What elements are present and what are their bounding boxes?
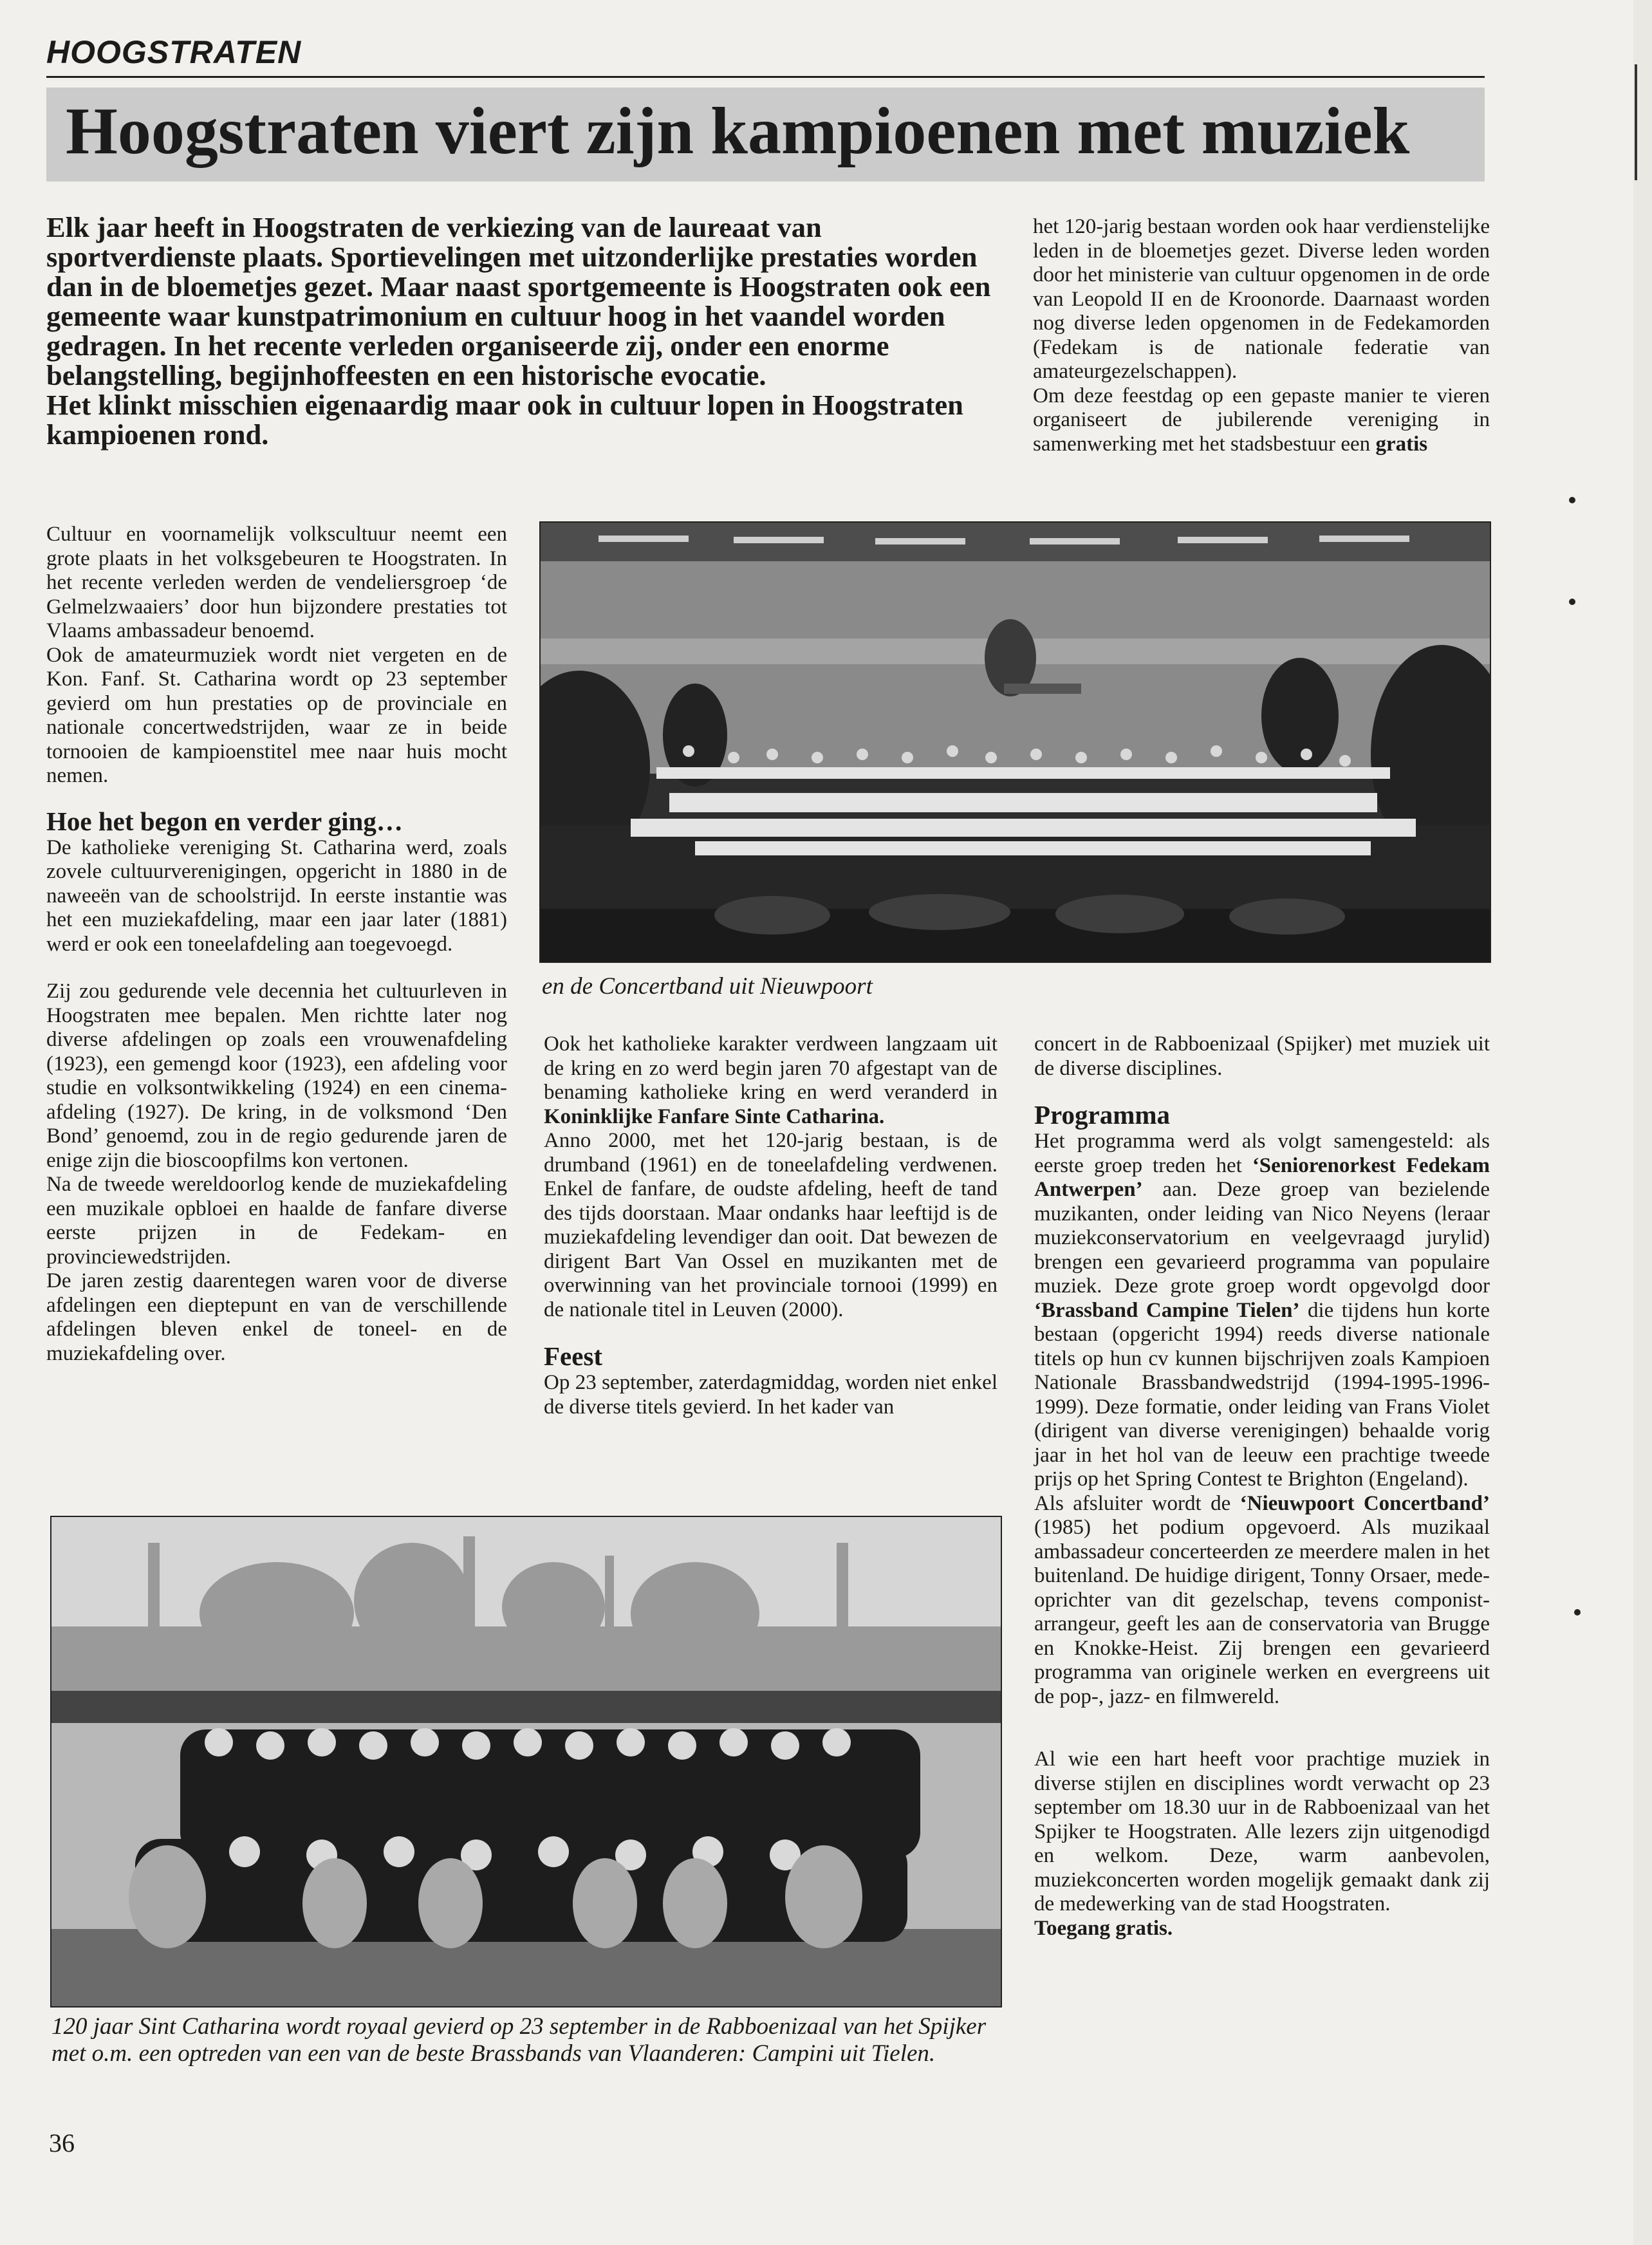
col2-heading: Feest [544,1341,603,1371]
col3-p2-a: Het programma werd als volgt samengesteld: als eerste groep treden het [1034,1130,1490,1177]
page-edge-mark [1635,64,1637,180]
concert-band-caption: en de Concertband uit Nieuwpoort [542,973,873,1000]
col3-p3-a: Als afsluiter wordt de [1034,1491,1240,1515]
col1-paragraph-4: Zij zou gedurende vele decennia het cultuurleven in Hoogstraten mee bepalen. Men richtte later nog diverse afdelingen op zoals een vrouwenafdeling (1923), een gemengd koor (1923), een afdeling voor studie en volksontwikkeling (1924) en een cinema-afdeling (1927). De kring, in de volksmond ‘Den Bond’ genoemd, zou in de regio gedurende jaren de enige zijn die bioscoopfilms kon vertonen. [46,980,507,1172]
page-edge [1633,0,1652,2245]
margin-dot [1574,1609,1581,1616]
col3-paragraph-3 [1034,1492,1490,1709]
col2-p1-text: Ook het katholieke karakter verdween langzaam uit de kring en zo werd begin jaren 70 afgestapt van de benaming katholieke kring en werd veranderd in [544,1032,998,1104]
col2-paragraph-2: Anno 2000, met het 120-jarig bestaan, is de drumband (1961) en de toneelafdeling verdwenen. Enkel de fanfare, de oudste afdeling, heeft de tand des tijds doorstaan. Maar ondanks haar leeftijd is de muziekafdeling levendiger dan ooit. Dat bewezen de dirigent Bart Van Ossel en muzikanten met de overwinning van het provinciale tornooi (1999) en de nationale titel in Leuven (2000). [544,1129,998,1321]
col3-p2-e: die tijdens hun korte bestaan (opgericht 1994) reeds diverse nationale titels op hun cv kunnen bijschrijven zoals Kampioen Nationale Brassbandwedstrijd (1994-1995-1996-1999). Deze formatie, onder leiding van Frans Violet (dirigent van diverse verenigingen) behaalde vorig jaar in het hol van de leeuw een prachtige tweede prijs op het Spring Contest te Brighton (Engeland). [1034,1298,1490,1491]
col3-paragraph-4: Al wie een hart heeft voor prachtige muziek in diverse stijlen en disciplines wordt verwacht op 23 september om 18.30 uur in de Rabboenizaal van het Spijker te Hoogstraten. Alle lezers zijn uitgenodigd en welkom. Deze, warm aanbevolen, muziekconcerten worden mogelijk gemaakt dank zij de medewerking van de stad Hoogstraten. [1034,1747,1490,1915]
top-right-p2-text: Om deze feestdag op een gepaste manier te vieren organiseert de jubilerende vereniging in samenwerking met het stadsbestuur een [1033,384,1490,456]
concert-band-photo [539,521,1491,963]
col3-p2-c: aan. Deze groep van bezielende muzikanten, onder leiding van Nico Neyens (leraar muziekconservatorium en veelgevraagd jurylid) brengen een gevarieerd programma van populaire muziek. Deze grote groep wordt opgevolgd door [1034,1178,1490,1298]
intro-paragraph-1: Elk jaar heeft in Hoogstraten de verkiezing van de laureaat van sportverdienste plaats. Sportievelingen met uitzonderlijke prestaties worden dan in de bloemetjes gezet. Maar naast sportgemeente is Hoogstraten ook een gemeente waar kunstpatrimonium en cultuur hoog in het vaandel worden gedragen. In het recente verleden organiseerde zij, onder een enorme belangstelling, begijnhoffeesten en een historische evocatie. [46,211,991,391]
brass-band-caption: 120 jaar Sint Catharina wordt royaal gevierd op 23 september in de Rabboenizaal van het Spijker met o.m. een optreden van een van de beste Brassbands van Vlaanderen: Campini uit Tielen. [51,2013,987,2067]
col3-heading: Programma [1034,1100,1171,1130]
col3-p2-b: ‘Seniorenorkest Fedekam Antwerpen’ [1034,1153,1490,1201]
col2-paragraph-1 [544,1032,998,1129]
col3-paragraph-2 [1034,1130,1490,1492]
title-band [46,88,1485,182]
concert-band-photo-image [541,523,1490,962]
brass-band-photo [50,1516,1002,2007]
top-right-p2-bold: gratis [1375,432,1428,456]
column-3 [1034,1032,1490,1941]
col3-p2-d: ‘Brassband Campine Tielen’ [1034,1298,1300,1322]
col1-paragraph-2: Ook de amateurmuziek wordt niet vergeten en de Kon. Fanf. St. Catharina wordt op 23 september gevierd om hun prestaties op de provinciale en nationale concertwedstrijden, waar ze in beide tornooien de kampioenstitel mee naar huis mocht nemen. [46,643,507,787]
top-right-column [1033,215,1490,456]
section-label: HOOGSTRATEN [46,34,302,70]
col1-paragraph-5: Na de tweede wereldoorlog kende de muziekafdeling een muzikale opbloei en haalde de fanfare diverse eerste prijzen in de Fedekam- en provinciewedstrijden. [46,1173,507,1269]
article-title: Hoogstraten viert zijn kampioenen met muziek [66,94,1410,168]
column-2 [544,1032,998,1419]
col3-paragraph-5 [1034,1917,1490,1941]
margin-dot [1569,497,1575,503]
page-number: 36 [49,2129,75,2157]
col1-paragraph-6: De jaren zestig daarentegen waren voor de diverse afdelingen een dieptepunt en van de verschillende afdelingen bleven enkel de toneel- en de muziekafdeling over. [46,1269,507,1365]
col1-paragraph-1: Cultuur en voornamelijk volkscultuur neemt een grote plaats in het volksgebeuren te Hoogstraten. In het recente verleden werden de vendeliersgroep ‘de Gelmelzwaaiers’ door hun bijzondere prestaties tot Vlaams ambassadeur benoemd. [46,523,507,642]
intro-paragraph-2: Het klinkt misschien eigenaardig maar ook in cultuur lopen in Hoogstraten kampioenen rond. [46,389,963,451]
col2-paragraph-3: Op 23 september, zaterdagmiddag, worden niet enkel de diverse titels gevierd. In het kader van [544,1371,998,1419]
col1-heading: Hoe het begon en verder ging… [46,806,403,836]
col1-paragraph-3: De katholieke vereniging St. Catharina werd, zoals zovele cultuurverenigingen, opgericht in 1880 in de naweeën van de schoolstrijd. In eerste instantie was het een muziekafdeling, maar een jaar later (1881) werd er ook een toneelafdeling aan toegevoegd. [46,835,507,956]
margin-dot [1569,599,1575,605]
top-right-paragraph-1: het 120-jarig bestaan worden ook haar verdienstelijke leden in de bloemetjes gezet. Diverse leden worden door het ministerie van cultuur opgenomen in de orde van Leopold II en de Kroonorde. Daarnaast worden nog diverse leden opgenomen in de Fedekamorden (Fedekam is de nationale federatie van amateurgezelschappen). [1033,215,1490,383]
column-1 [46,523,507,1366]
header-rule [46,76,1485,78]
col3-paragraph-1: concert in de Rabboenizaal (Spijker) met muziek uit de diverse disciplines. [1034,1032,1490,1080]
col3-p3-b: ‘Nieuwpoort Concertband’ [1239,1491,1490,1515]
col2-p1-bold: Koninklijke Fanfare Sinte Catharina. [544,1104,885,1128]
article-intro [46,212,1005,449]
col3-p5-bold: Toegang gratis. [1034,1916,1173,1940]
col3-p3-c: (1985) het podium opgevoerd. Als muzikaal ambassadeur concerteerden ze meerdere malen in het buitenland. De huidige dirigent, Tonny Orsaer, mede-oprichter van dit gezelschap, tevens componist-arrangeur, geeft les aan de conservatoria van Brugge en Knokke-Heist. Zij brengen een gevarieerd programma van originele werken en evergreens uit de pop-, jazz- en filmwereld. [1034,1516,1490,1708]
top-right-paragraph-2 [1033,384,1490,457]
brass-band-photo-image [51,1517,1001,2006]
